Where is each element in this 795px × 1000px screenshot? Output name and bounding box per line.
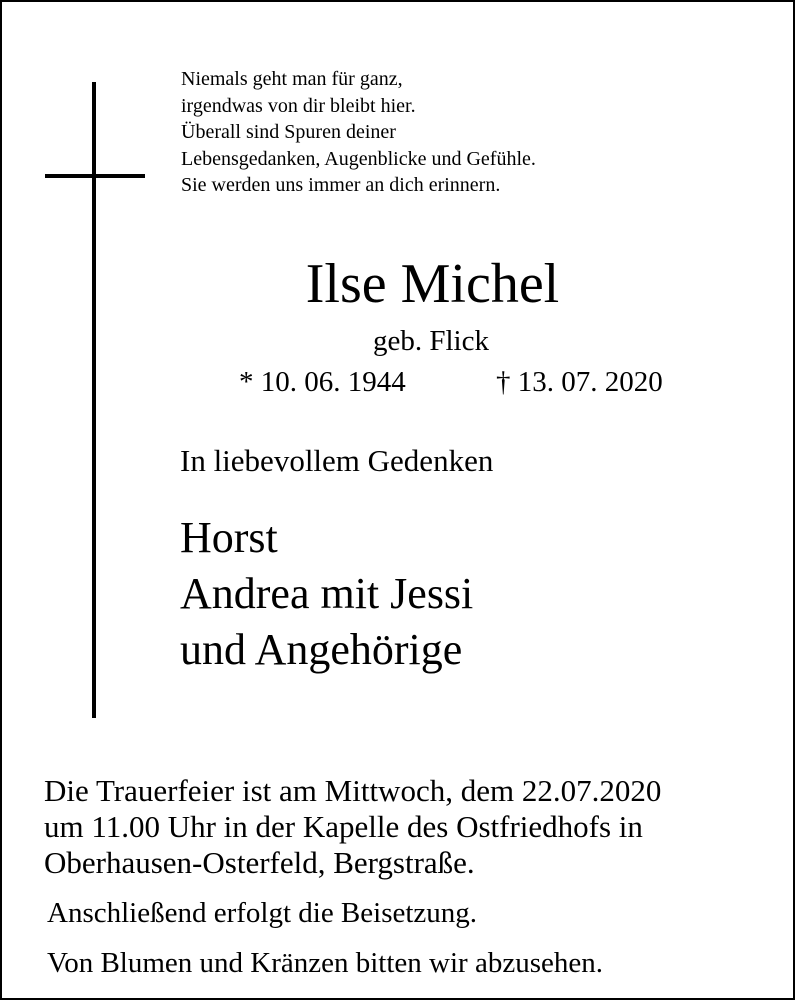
flowers-note: Von Blumen und Kränzen bitten wir abzusehen. <box>47 947 603 979</box>
mourner-name: Andrea mit Jessi <box>180 569 474 618</box>
mourner-name: Horst <box>180 513 278 562</box>
service-line: um 11.00 Uhr in der Kapelle des Ostfriedhofs in <box>44 809 643 844</box>
death-date: † 13. 07. 2020 <box>496 366 663 398</box>
cross-icon-horizontal-bar <box>45 174 145 178</box>
poem <box>181 66 701 199</box>
maiden-name: geb. Flick <box>373 325 489 357</box>
birth-date: * 10. 06. 1944 <box>239 366 406 398</box>
poem-line: Sie werden uns immer an dich erinnern. <box>181 174 501 196</box>
deceased-name: Ilse Michel <box>305 253 560 315</box>
mourners-list <box>180 510 473 678</box>
funeral-service-info <box>44 773 661 881</box>
memorial-line: In liebevollem Gedenken <box>180 443 494 478</box>
mourner-name: und Angehörige <box>180 625 463 674</box>
service-line: Oberhausen-Osterfeld, Bergstraße. <box>44 845 475 880</box>
poem-line: Überall sind Spuren deiner <box>181 121 396 143</box>
burial-note: Anschließend erfolgt die Beisetzung. <box>47 897 478 929</box>
service-line: Die Trauerfeier ist am Mittwoch, dem 22.07.2020 <box>44 773 662 808</box>
poem-line: Niemals geht man für ganz, <box>181 68 403 90</box>
poem-line: irgendwas von dir bleibt hier. <box>181 94 416 117</box>
poem-line: Lebensgedanken, Augenblicke und Gefühle. <box>181 147 536 170</box>
